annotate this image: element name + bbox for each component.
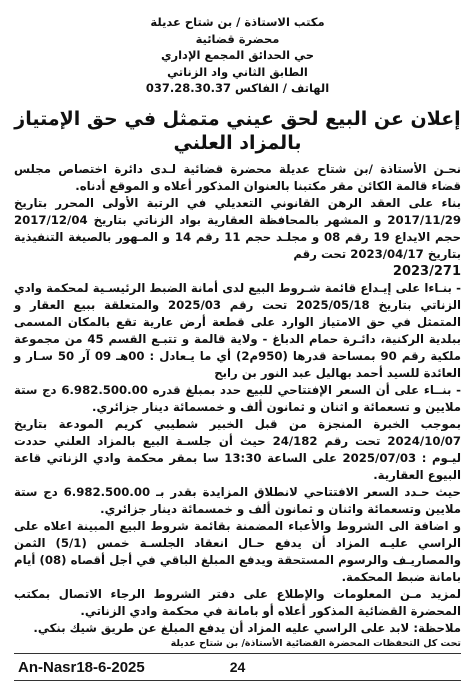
mortgage-registration-number: 2023/271 — [392, 263, 461, 279]
office-title: محضرة قضائية — [195, 31, 280, 46]
paragraph-intro: نحـن الأستاذة /بن شتاح عديلة محضرة قضائية لـدى دائرة اختصاص مجلس قضاء قالمة الكائن مقر مكتبنا بالعنوان المذكور أعلاه و الموقع أدناه. — [14, 161, 461, 193]
paragraph-opening-price: - بنــاء على أن السعر الإفتتاحي للبيع حدد بمبلغ قدره 6.982.500.00 دج ستة ملايين و تسعمائة و اثنان و ثمانون ألف و خمسمائة دينار جزائري. — [14, 382, 461, 414]
paragraph-note: ملاحظة: لابد على الراسي عليه المزاد أن يدفع المبلغ عن طريق شيك بنكي. — [33, 620, 461, 635]
paragraph-expert-report: بموجب الخبرة المنجزة من قبل الخبير شطيبي كريم المودعة بتاريخ 2024/10/07 تحت رقم 24/182 حيث أن جلسـة البيع بالمزاد العلني حددت ليـوم : 2025/07/03 على الساعة 13:30 سا بمقر محكمة وادي الزناتي قاعة البيوع العقارية. — [14, 416, 461, 482]
office-phone: الهاتف / الفاكس 037.28.30.37 — [145, 81, 330, 95]
notice-body — [14, 161, 461, 650]
paragraph-starting-bid: حيث حـدد السعر الافتتاحي لانطلاق المزايدة بقدر بـ 6.982.500.00 دج ستة ملايين وتسعمائة واثنان و ثمانون ألف و خمسمائة دينار جزائري. — [14, 484, 461, 516]
paragraph-more-info: لمزيد مـن المعلومات والإطلاع على دفتر الشروط الرجاء الاتصال بمكتب المحضرة القضائية المذكور أعلاه أو بامانة في محكمة وادي الزناتي. — [14, 586, 461, 618]
publication-date: An-Nasr18-6-2025 — [18, 658, 145, 676]
paragraph-payment-terms: و اضافة الى الشروط والأعباء المضمنة بقائمة شروط البيع المبينة اعلاه على الراسي عليـه المزاد أن يدفع حـال انعقاد الجلسـة خمس (5/1) الثمن والمصاريـف والرسوم المستحقة ويدفع المبلغ الباقي في أجل أقصاه (08) أيام بامانة ضبط المحكمة. — [14, 518, 461, 584]
mortgage-text: بناء على العقد الرهن القانوني التعديلي في الرتبة الأولى المحرر بتاريخ 2017/11/29 و المشهر بالمحافظة العقارية بواد الزناتي بتاريخ 2017/12/04 حجم الايداع 19 رقم 08 و مجلـد حجم 11 رقم 14 و المـهور بالصيغة التنفيذية بتاريخ 2023/04/17 تحت رقم — [14, 195, 461, 261]
page-number: 24 — [229, 659, 246, 675]
paragraph-mortgage — [14, 195, 461, 280]
office-address-line-2: الطابق الثاني واد الزناتي — [167, 64, 308, 79]
newspaper-footer — [14, 653, 461, 681]
office-address-line-1: حي الحدائق المجمع الإداري — [160, 48, 315, 62]
signature-line: تحت كل التحفظات المحضرة القضائية الأستاذة/ بن شتاح عديلة — [170, 637, 461, 649]
office-name: مكتب الاستاذة / بن شتاح عديلة — [150, 15, 325, 29]
notice-headline: إعلان عن البيع لحق عيني متمثل في حق الإمتياز بالمزاد العلني — [14, 107, 461, 154]
paragraph-conditions-deposit: - بنـاءا على إيـداع قائمة شـروط البيع لدى أمانة الضبط الرئيسـية لمحكمة وادي الزناتي بتاريخ 2025/05/18 تحت رقم 2025/03 والمتعلقة ببيع العقار و المتمثل في حق الامتياز الوارد على قطعة أرض عارية تقع بالمكان المسمى ببلدية الركنية، دائـرة حمام الدباغ - ولاية قالمة و تتبـع القسم 45 من مجموعة ملكية رقم 90 بمساحة قدرها (950م2) أي ما يـعادل : 00هـ 09 آر 50 سـار و العائدة للسيد أحمد بهاليل عبد النور بن رابح — [14, 280, 462, 380]
letterhead — [14, 14, 461, 97]
